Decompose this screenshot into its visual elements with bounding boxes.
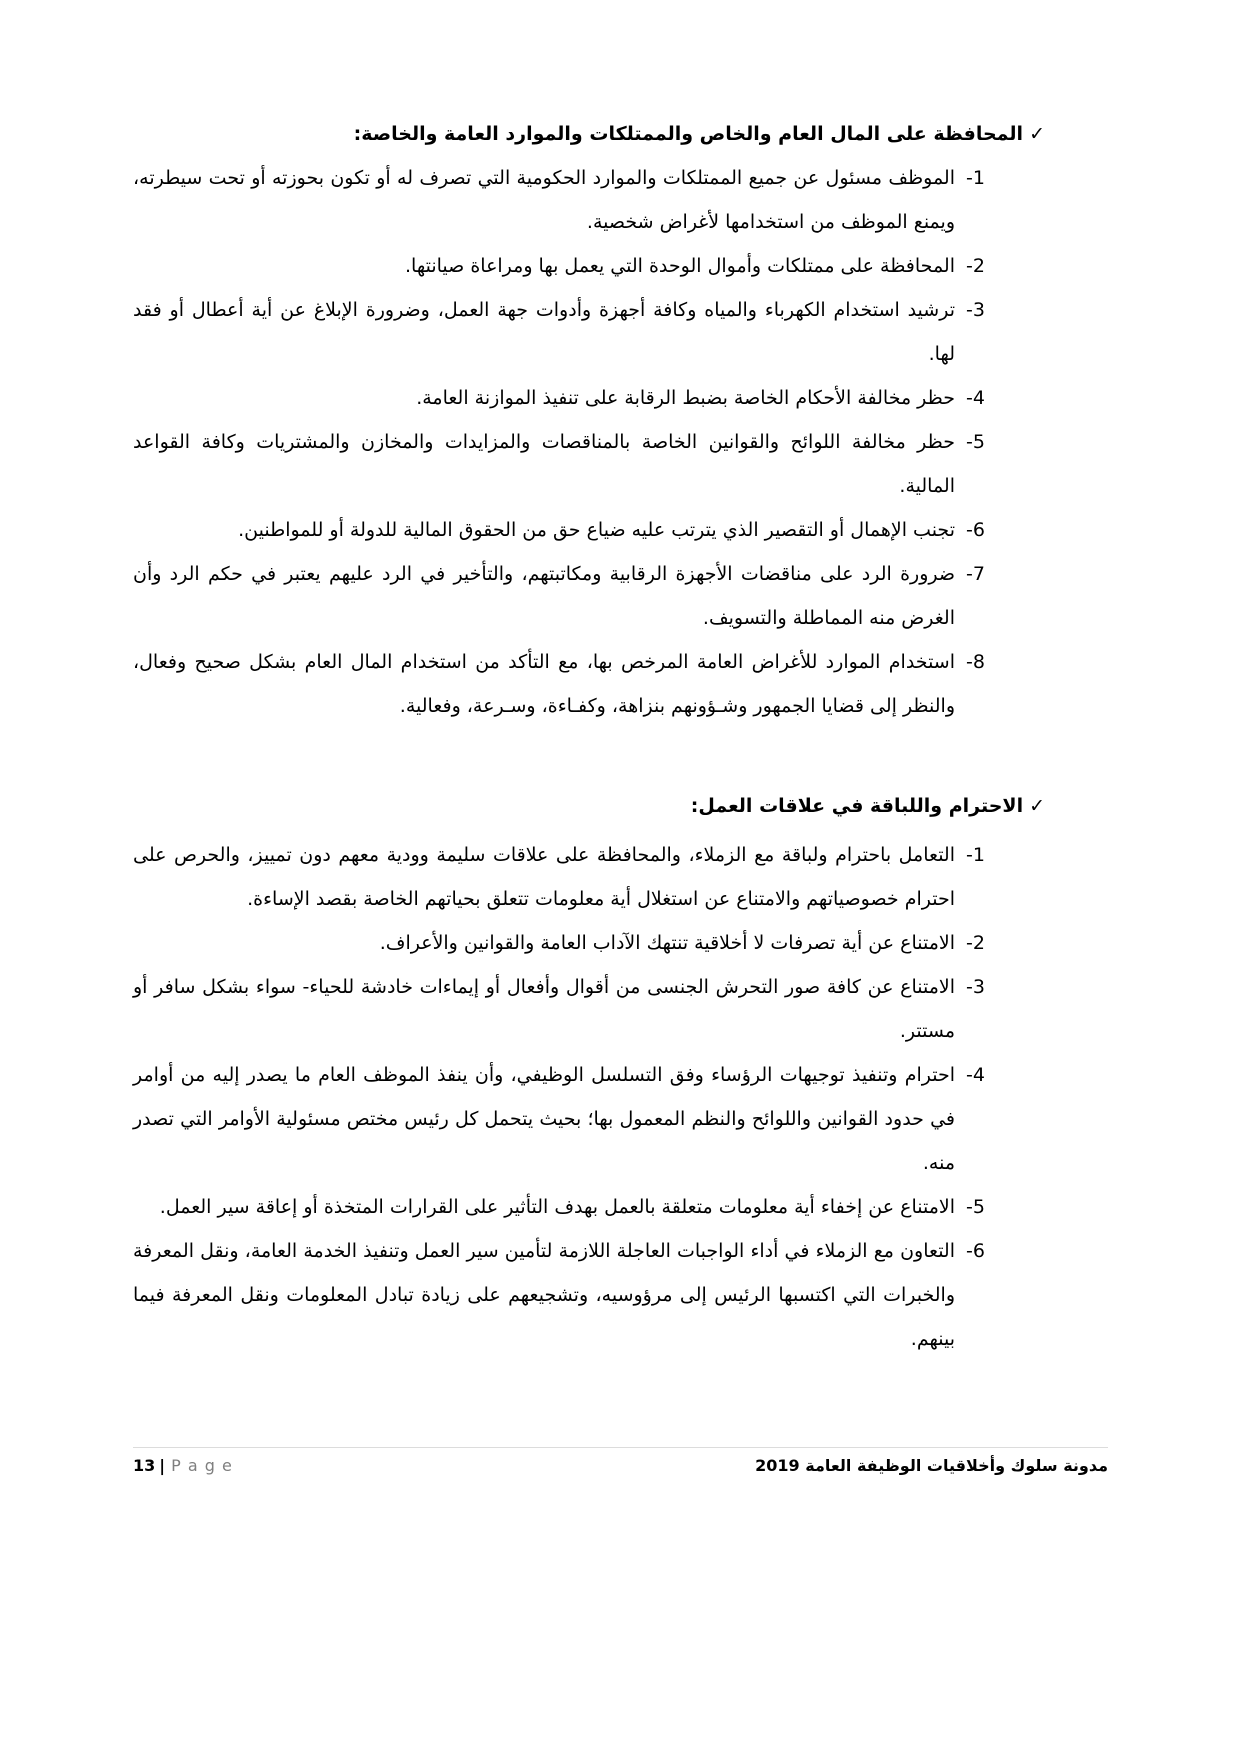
item-number: 8- xyxy=(966,651,985,673)
item-number: 4- xyxy=(966,387,985,409)
document-body xyxy=(133,112,1045,1361)
list-item xyxy=(133,1053,985,1185)
item-text: المحافظة على ممتلكات وأموال الوحدة التي يعمل بها ومراعاة صيانتها. xyxy=(405,255,955,277)
item-text: الموظف مسئول عن جميع الممتلكات والموارد الحكومية التي تصرف له أو تكون بحوزته أو تحت سيطرته، ويمنع الموظف من استخدامها لأغراض شخصية. xyxy=(133,167,955,233)
item-number: 1- xyxy=(966,167,985,189)
check-icon xyxy=(1029,112,1045,156)
page-footer xyxy=(133,1447,1108,1478)
item-number: 1- xyxy=(966,844,985,866)
list-item xyxy=(133,1185,985,1229)
item-number: 2- xyxy=(966,932,985,954)
numbered-list xyxy=(133,833,985,1361)
list-item xyxy=(133,244,985,288)
footer-separator: | xyxy=(159,1456,166,1475)
section-heading xyxy=(133,112,1045,156)
item-text: الامتناع عن كافة صور التحرش الجنسى من أقوال وأفعال أو إيماءات خادشة للحياء- سواء بشكل سافر أو مستتر. xyxy=(133,976,955,1042)
numbered-list xyxy=(133,156,985,728)
item-text: احترام وتنفيذ توجيهات الرؤساء وفق التسلسل الوظيفي، وأن ينفذ الموظف العام ما يصدر إليه من أوامر في حدود القوانين واللوائح والنظم المعمول بها؛ بحيث يتحمل كل رئيس مختص مسئولية الأوامر التي تصدر منه. xyxy=(133,1064,955,1174)
section-heading xyxy=(133,784,1045,828)
item-text: ضرورة الرد على مناقضات الأجهزة الرقابية ومكاتبتهم، والتأخير في الرد عليهم يعتبر في حكم الرد وأن الغرض منه المماطلة والتسويف. xyxy=(133,563,955,629)
list-item xyxy=(133,156,985,244)
item-number: 5- xyxy=(966,431,985,453)
page-number: 13 xyxy=(133,1456,156,1475)
section-heading-text: المحافظة على المال العام والخاص والممتلكات والموارد العامة والخاصة: xyxy=(353,123,1024,145)
item-text: تجنب الإهمال أو التقصير الذي يترتب عليه ضياع حق من الحقوق المالية للدولة أو للمواطنين. xyxy=(238,519,955,541)
item-number: 3- xyxy=(966,976,985,998)
item-number: 2- xyxy=(966,255,985,277)
list-item xyxy=(133,508,985,552)
list-item xyxy=(133,833,985,921)
item-number: 4- xyxy=(966,1064,985,1086)
item-number: 5- xyxy=(966,1196,985,1218)
list-item xyxy=(133,376,985,420)
item-number: 3- xyxy=(966,299,985,321)
item-text: حظر مخالفة الأحكام الخاصة بضبط الرقابة على تنفيذ الموازنة العامة. xyxy=(416,387,955,409)
list-item xyxy=(133,921,985,965)
item-text: الامتناع عن إخفاء أية معلومات متعلقة بالعمل بهدف التأثير على القرارات المتخذة أو إعاقة سير العمل. xyxy=(159,1196,955,1218)
section-asset-preservation xyxy=(133,112,1045,728)
item-number: 6- xyxy=(966,519,985,541)
list-item xyxy=(133,552,985,640)
item-text: الامتناع عن أية تصرفات لا أخلاقية تنتهك الآداب العامة والقوانين والأعراف. xyxy=(379,932,955,954)
list-item xyxy=(133,1229,985,1361)
item-text: استخدام الموارد للأغراض العامة المرخص بها، مع التأكد من استخدام المال العام بشكل صحيح وفعال، والنظر إلى قضايا الجمهور وشـؤونهم بنزاهة، وكفـاءة، وسـرعة، وفعالية. xyxy=(133,651,955,717)
item-text: ترشيد استخدام الكهرباء والمياه وكافة أجهزة وأدوات جهة العمل، وضرورة الإبلاغ عن أية أعطال أو فقد لها. xyxy=(133,299,955,365)
section-workplace-respect xyxy=(133,784,1045,1361)
item-text: التعامل باحترام ولباقة مع الزملاء، والمحافظة على علاقات سليمة وودية معهم دون تمييز، والحرص على احترام خصوصياتهم والامتناع عن استغلال أية معلومات تتعلق بحياتهم الخاصة بقصد الإساءة. xyxy=(133,844,955,910)
section-heading-text: الاحترام واللباقة في علاقات العمل: xyxy=(690,795,1024,817)
list-item xyxy=(133,965,985,1053)
item-number: 7- xyxy=(966,563,985,585)
list-item xyxy=(133,288,985,376)
item-text: التعاون مع الزملاء في أداء الواجبات العاجلة اللازمة لتأمين سير العمل وتنفيذ الخدمة العامة، ونقل المعرفة والخبرات التي اكتسبها الرئيس إلى مرؤوسيه، وتشجيعهم على زيادة تبادل المعلومات ونقل المعرفة فيما بينهم. xyxy=(133,1240,955,1350)
page-label: P a g e xyxy=(171,1456,233,1475)
page-number-block xyxy=(133,1454,233,1478)
item-number: 6- xyxy=(966,1240,985,1262)
list-item xyxy=(133,420,985,508)
check-icon xyxy=(1029,784,1045,828)
footer-document-title: مدونة سلوك وأخلاقيات الوظيفة العامة 2019 xyxy=(755,1456,1108,1475)
list-item xyxy=(133,640,985,728)
item-text: حظر مخالفة اللوائح والقوانين الخاصة بالمناقصات والمزايدات والمخازن والمشتريات وكافة القواعد المالية. xyxy=(133,431,955,497)
